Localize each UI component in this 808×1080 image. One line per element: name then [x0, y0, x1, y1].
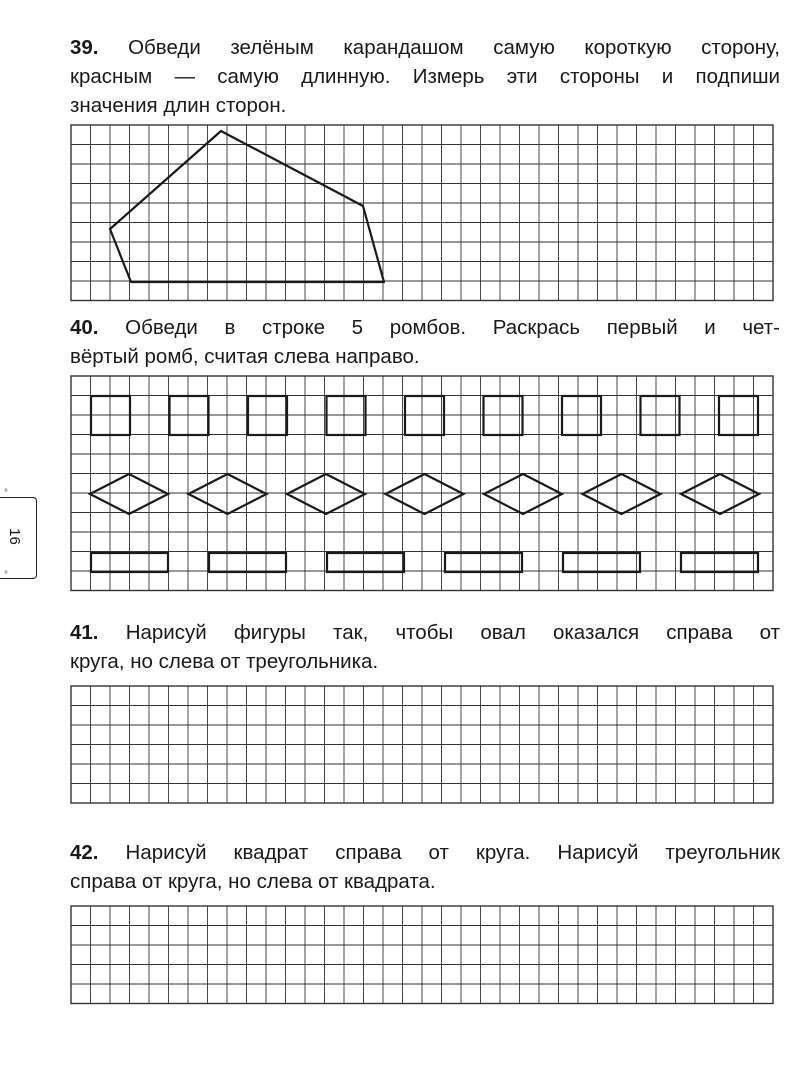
task-line: Нарисуй квадрат справа от круга. Нарисуй треугольник: [125, 841, 780, 864]
grid-task-40: [70, 375, 774, 592]
rectangle-shape: [209, 553, 286, 572]
margin-mark: °: [4, 488, 8, 499]
task-39-text: [70, 33, 780, 120]
page-number-tab: [0, 497, 37, 579]
task-number: 40.: [70, 316, 99, 339]
rhombus-shape: [189, 474, 267, 514]
rhombus-shape: [287, 474, 365, 514]
grid-lines: [71, 125, 773, 301]
task-line: Обведи зелёным карандашом самую короткую сторону,: [128, 36, 780, 59]
rectangle-shape: [445, 553, 522, 572]
task-number: 39.: [70, 36, 99, 59]
task-line: значения длин сторон.: [70, 94, 287, 117]
grid-task-41: [70, 685, 774, 804]
square-shape: [327, 396, 366, 435]
grid-lines: [71, 686, 773, 803]
task-line: Нарисуй фигуры так, чтобы овал оказался справа от: [125, 621, 780, 644]
square-shape: [91, 396, 130, 435]
rectangle-shape: [327, 553, 404, 572]
task-40-text: [70, 313, 780, 371]
square-shape: [641, 396, 680, 435]
shapes-group: [90, 396, 759, 572]
task-line: красным — самую длинную. Измерь эти стороны и подпиши: [70, 65, 780, 88]
rhombus-shape: [583, 474, 661, 514]
task-42-text: [70, 838, 780, 896]
task-number: 41.: [70, 621, 99, 644]
task-41-text: [70, 618, 780, 676]
grid-task-39: [70, 124, 774, 302]
rhombus-shape: [484, 474, 562, 514]
task-line: вёртый ромб, считая слева направо.: [70, 345, 420, 368]
rectangle-shape: [563, 553, 640, 572]
square-shape: [484, 396, 523, 435]
margin-mark: °: [4, 570, 8, 581]
pentagon-shape: [110, 131, 384, 282]
rhombus-shape: [681, 474, 759, 514]
square-shape: [405, 396, 444, 435]
task-line: Обведи в строке 5 ромбов. Раскрась первый и чет-: [125, 316, 780, 339]
square-shape: [719, 396, 758, 435]
pentagon-group: [110, 131, 384, 282]
task-line: круга, но слева от треугольника.: [70, 650, 379, 673]
task-number: 42.: [70, 841, 99, 864]
grid-task-42: [70, 905, 774, 1005]
rectangle-shape: [681, 553, 758, 572]
grid-lines: [71, 376, 773, 591]
square-shape: [248, 396, 287, 435]
rhombus-shape: [90, 474, 168, 514]
task-line: справа от круга, но слева от квадрата.: [70, 870, 436, 893]
grid-lines: [71, 906, 773, 1004]
rhombus-shape: [386, 474, 464, 514]
square-shape: [170, 396, 209, 435]
page-number: 16: [5, 528, 23, 545]
square-shape: [562, 396, 601, 435]
